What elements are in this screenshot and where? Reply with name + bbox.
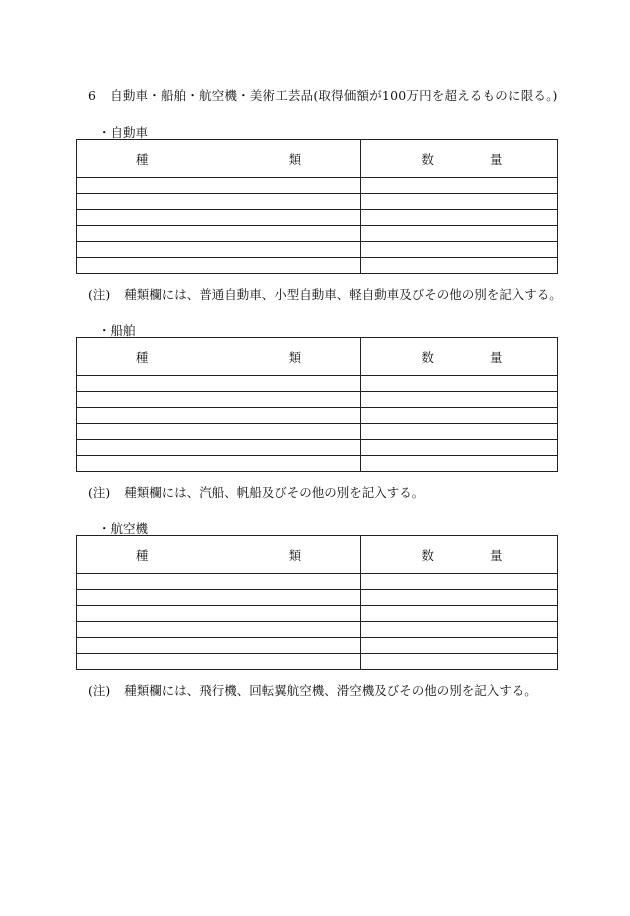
kind-cell[interactable] (77, 590, 361, 606)
ship-note (88, 483, 424, 501)
kind-cell[interactable] (77, 638, 361, 654)
quantity-cell[interactable] (361, 456, 558, 472)
quantity-cell[interactable] (361, 376, 558, 392)
table-row (77, 638, 558, 654)
aircraft-table (76, 535, 558, 670)
section-heading (88, 86, 558, 104)
table-row (77, 440, 558, 456)
quantity-cell[interactable] (361, 408, 558, 424)
note-text: 種類欄には、飛行機、回転翼航空機、滑空機及びその他の別を記入する。 (124, 683, 537, 698)
subsection-title-aircraft: ・航空機 (98, 521, 149, 536)
quantity-cell[interactable] (361, 226, 558, 242)
kind-cell[interactable] (77, 574, 361, 590)
quantity-cell[interactable] (361, 258, 558, 274)
kind-cell[interactable] (77, 392, 361, 408)
table-row (77, 622, 558, 638)
kind-cell[interactable] (77, 242, 361, 258)
subsection-title-automobile: ・自動車 (98, 125, 149, 140)
quantity-cell[interactable] (361, 638, 558, 654)
kind-cell[interactable] (77, 210, 361, 226)
kind-cell[interactable] (77, 440, 361, 456)
quantity-cell[interactable] (361, 242, 558, 258)
table-row (77, 194, 558, 210)
kind-cell[interactable] (77, 424, 361, 440)
table-row (77, 424, 558, 440)
quantity-column-header: 数 量 (361, 338, 558, 376)
note-mark: (注) (88, 683, 111, 698)
kind-cell[interactable] (77, 376, 361, 392)
kind-cell[interactable] (77, 194, 361, 210)
table-row (77, 654, 558, 670)
kind-cell[interactable] (77, 408, 361, 424)
table-row (77, 408, 558, 424)
kind-column-header: 種 類 (77, 140, 361, 178)
subsection-title-ship: ・船舶 (98, 323, 136, 338)
kind-column-header: 種 類 (77, 536, 361, 574)
kind-cell[interactable] (77, 606, 361, 622)
note-text: 種類欄には、普通自動車、小型自動車、軽自動車及びその他の別を記入する。 (124, 287, 562, 302)
kind-cell[interactable] (77, 226, 361, 242)
quantity-cell[interactable] (361, 194, 558, 210)
quantity-cell[interactable] (361, 424, 558, 440)
automobile-note (88, 285, 562, 303)
table-row (77, 210, 558, 226)
quantity-cell[interactable] (361, 654, 558, 670)
quantity-cell[interactable] (361, 392, 558, 408)
table-row (77, 590, 558, 606)
automobile-table (76, 139, 558, 274)
table-row (77, 226, 558, 242)
kind-column-header: 種 類 (77, 338, 361, 376)
table-row (77, 376, 558, 392)
table-row (77, 606, 558, 622)
quantity-cell[interactable] (361, 606, 558, 622)
table-row (77, 574, 558, 590)
kind-cell[interactable] (77, 654, 361, 670)
quantity-column-header: 数 量 (361, 536, 558, 574)
section-heading-text: 自動車・船舶・航空機・美術工芸品(取得価額が100万円を超えるものに限る。) (110, 88, 558, 103)
table-row (77, 178, 558, 194)
kind-cell[interactable] (77, 258, 361, 274)
note-mark: (注) (88, 287, 111, 302)
table-row (77, 258, 558, 274)
note-mark: (注) (88, 485, 111, 500)
section-number: 6 (88, 88, 97, 103)
ship-table (76, 337, 558, 472)
quantity-cell[interactable] (361, 440, 558, 456)
table-row (77, 392, 558, 408)
kind-cell[interactable] (77, 178, 361, 194)
aircraft-note (88, 681, 537, 699)
kind-cell[interactable] (77, 456, 361, 472)
note-text: 種類欄には、汽船、帆船及びその他の別を記入する。 (124, 485, 425, 500)
quantity-cell[interactable] (361, 574, 558, 590)
quantity-cell[interactable] (361, 590, 558, 606)
quantity-column-header: 数 量 (361, 140, 558, 178)
quantity-cell[interactable] (361, 178, 558, 194)
quantity-cell[interactable] (361, 210, 558, 226)
table-row (77, 242, 558, 258)
table-row (77, 456, 558, 472)
quantity-cell[interactable] (361, 622, 558, 638)
kind-cell[interactable] (77, 622, 361, 638)
